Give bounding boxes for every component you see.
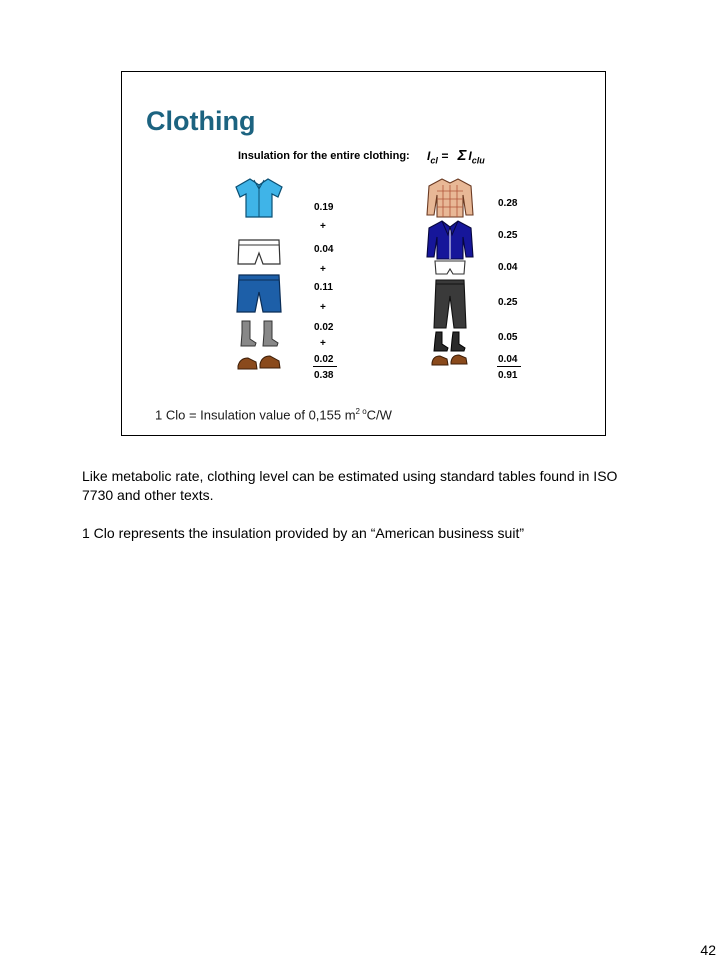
formula-eq: = xyxy=(441,149,449,163)
right-value-briefs: 0.04 xyxy=(498,262,518,273)
formula-i-2: I xyxy=(468,149,472,163)
slide-image xyxy=(121,71,606,436)
notes-paragraph-2: 1 Clo represents the insulation provided by an “American business suit” xyxy=(82,525,525,541)
insulation-formula xyxy=(427,147,485,165)
right-value-shirt: 0.28 xyxy=(498,198,518,209)
formula-i: I xyxy=(427,149,431,163)
short-sleeve-shirt-icon xyxy=(234,177,284,219)
briefs-icon xyxy=(433,259,467,277)
right-value-jacket: 0.25 xyxy=(498,230,518,241)
left-value-underwear: 0.04 xyxy=(314,244,334,255)
jacket-icon xyxy=(425,219,475,261)
underwear-icon xyxy=(236,237,282,267)
right-value-pants: 0.25 xyxy=(498,297,518,308)
left-plus-4: + xyxy=(320,338,326,349)
left-sum-line xyxy=(313,366,337,367)
dress-shoes-icon xyxy=(430,350,470,368)
slide-title: Clothing xyxy=(146,106,256,136)
left-value-shirt: 0.19 xyxy=(314,202,334,213)
left-value-shorts: 0.11 xyxy=(314,282,333,293)
left-value-shoes: 0.02 xyxy=(314,354,334,365)
right-value-socks: 0.05 xyxy=(498,332,518,343)
right-value-shoes: 0.04 xyxy=(498,354,518,365)
formula-sigma: Σ xyxy=(457,147,467,164)
socks-icon xyxy=(236,319,282,347)
long-pants-icon xyxy=(432,278,468,330)
shoes-icon xyxy=(236,352,282,372)
footnote-unit: C/W xyxy=(366,407,392,423)
left-plus-2: + xyxy=(320,264,326,275)
shorts-icon xyxy=(236,272,282,316)
page-number: 42 xyxy=(700,942,716,958)
left-plus-1: + xyxy=(320,221,326,232)
footnote-text: 1 Clo = Insulation value of 0,155 m xyxy=(155,407,356,423)
left-value-socks: 0.02 xyxy=(314,322,334,333)
plaid-shirt-icon xyxy=(425,177,475,219)
left-total: 0.38 xyxy=(314,370,334,381)
formula-clu: clu xyxy=(471,155,485,166)
formula-cl: cl xyxy=(430,155,438,166)
dark-socks-icon xyxy=(431,330,469,352)
clo-definition xyxy=(155,407,392,422)
notes-paragraph-1: Like metabolic rate, clothing level can be estimated using standard tables found in ISO 7730 and other texts. xyxy=(82,468,618,503)
left-plus-3: + xyxy=(320,302,326,313)
footnote-superscript: 2 o xyxy=(355,407,367,416)
right-sum-line xyxy=(497,366,521,367)
notes-section xyxy=(82,467,652,562)
slide-subtitle: Insulation for the entire clothing: xyxy=(238,150,410,162)
right-total: 0.91 xyxy=(498,370,518,381)
